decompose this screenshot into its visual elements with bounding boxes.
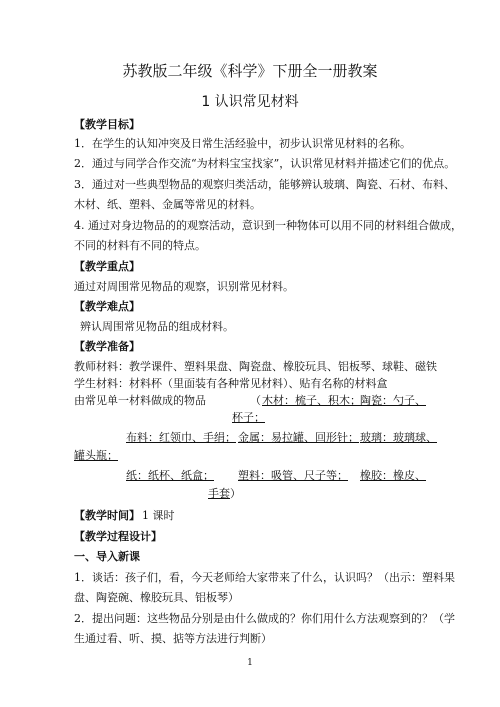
material-cloth: 布料：红领巾、手绢； [126,431,236,444]
student-materials: 学生材料：材料杯（里面装有各种常见材料）、贴有名称的材料盒 [74,377,388,390]
key-points-heading: 【教学重点】 [74,260,140,273]
objective-1: 1．在学生的认知冲突及日常生活经验中，初步认识常见材料的名称。 [74,137,411,150]
objective-3-line-1: 3．通过对一些典型物品的观察归类活动，能够辨认玻璃、陶瓷、石材、布料、 [74,178,455,191]
difficulty-text: 辨认周围常见物品的组成材料。 [80,320,234,333]
page-number: 1 [247,658,253,668]
step-1-line-1: 1．谈话：孩子们，看，今天老师给大家带来了什么，认识吗？（出示：塑料果 [74,571,455,584]
material-paper: 纸：纸杯、纸盒； [126,469,214,482]
material-ceramic: 陶瓷：勺子、 [360,394,426,407]
materials-close-paren: ） [230,487,241,500]
material-rubber: 橡胶：橡皮、 [360,469,426,482]
materials-open-paren: （ [250,394,261,407]
process-heading: 【教学过程设计】 [74,530,162,543]
single-material-items: 由常见单一材料做成的物品 [74,394,206,407]
difficulty-heading: 【教学难点】 [74,300,140,313]
material-wood: 木材：梳子、积木； [262,394,361,407]
document-title: 苏教版二年级《科学》下册全一册教案 [122,62,378,80]
objectives-heading: 【教学目标】 [74,118,140,131]
material-metal: 金属：易拉罐、回形针； [238,431,359,444]
objective-4-line-2: 不同的材料有不同的特点。 [74,239,206,252]
step-1-line-2: 盘、陶瓷碗、橡胶玩具、铝板琴） [74,591,239,604]
objective-4-line-1: 4. 通过对身边物品的的观察活动，意识到一种物体可以用不同的材料组合做成， [74,219,462,232]
material-glass: 玻璃：玻璃球、 [360,431,437,444]
objective-3-line-2: 木材、纸、塑料、金属等常见的材料。 [74,198,261,211]
material-rubber-cont: 手套 [208,487,230,500]
key-points-text: 通过对周围常见物品的观察，识别常见材料。 [74,280,294,293]
teacher-materials: 教师材料：教学课件、塑料果盘、陶瓷盘、橡胶玩具、铝板琴、球鞋、磁铁 [74,360,437,373]
objective-2: 2．通过与同学合作交流“为材料宝宝找家”，认识常见材料并描述它们的优点。 [74,157,456,170]
material-plastic: 塑料：吸管、尺子等； [238,469,348,482]
material-glass-cont: 罐头瓶； [74,449,118,462]
time-text: 1 课时 [142,509,175,522]
step-2-line-2: 生通过看、听、摸、掂等方法进行判断） [74,632,272,645]
time-heading: 【教学时间】 [74,509,140,522]
step-2-line-1: 2．提出问题：这些物品分别是由什么做成的？你们用什么方法观察到的？（学 [74,612,455,625]
lesson-title: 1 认识常见材料 [201,94,299,110]
preparation-heading: 【教学准备】 [74,340,140,353]
material-ceramic-cont: 杯子； [232,411,265,424]
part-1-heading: 一、导入新课 [74,550,140,563]
